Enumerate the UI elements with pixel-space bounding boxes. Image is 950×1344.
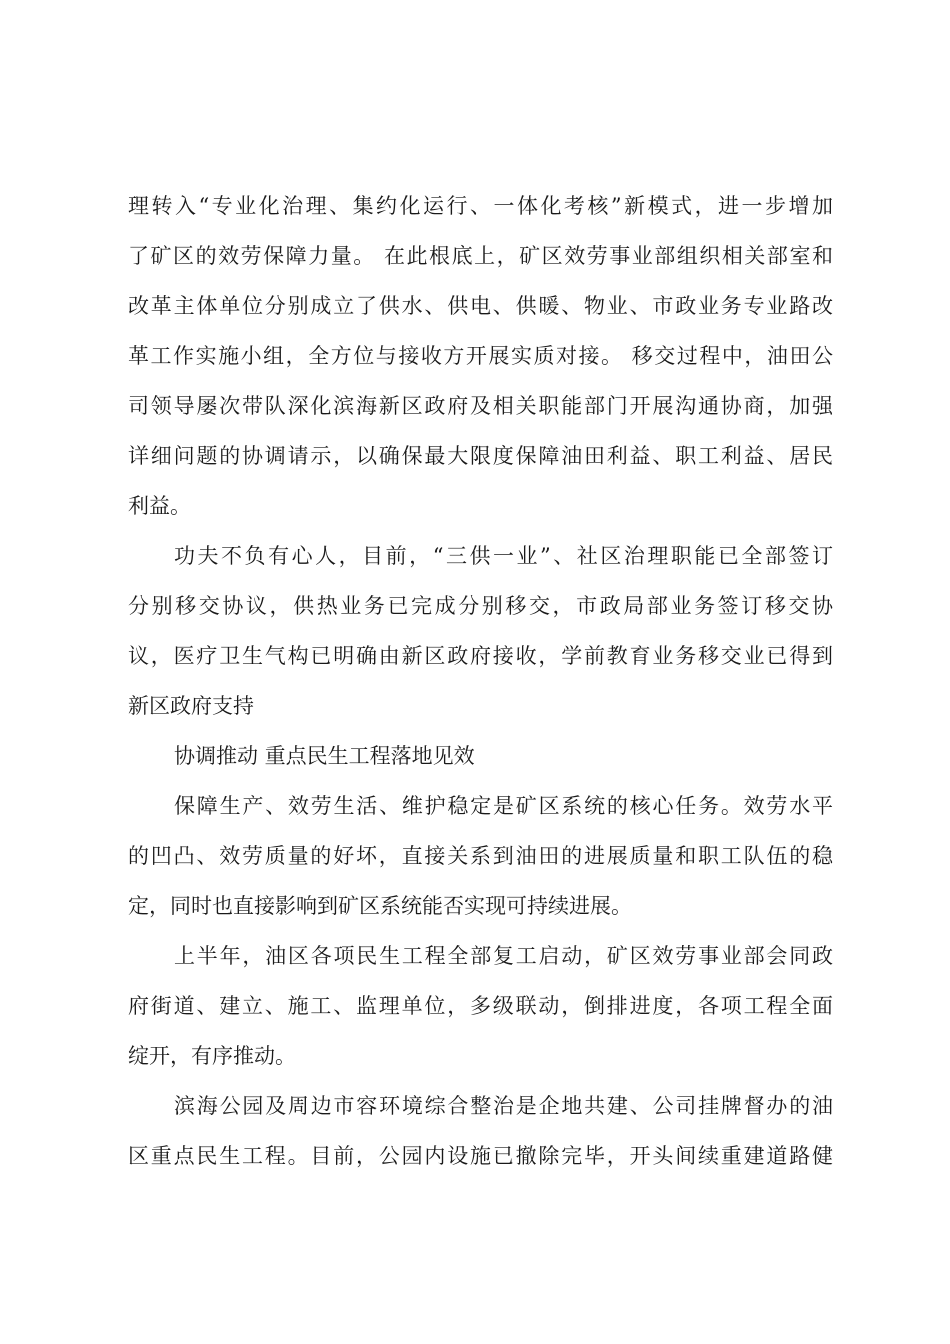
- paragraph-first-line: 滨海公园及周边市容环境综合整治是企地共建、公司挂牌督办的油: [174, 1094, 833, 1118]
- text-line: 了矿区的效劳保障力量。 在此根底上，矿区效劳事业部组织相关部室和: [128, 244, 833, 268]
- text-line: 绽开，有序推动。: [128, 1044, 296, 1068]
- text-line: 详细问题的协调请示，以确保最大限度保障油田利益、职工利益、居民: [128, 444, 833, 468]
- section-heading: 协调推动 重点民生工程落地见效: [174, 744, 475, 768]
- text-line: 的凹凸、效劳质量的好坏，直接关系到油田的进展质量和职工队伍的稳: [128, 844, 833, 868]
- text-line: 区重点民生工程。目前，公园内设施已撤除完毕，开头间续重建道路健: [128, 1144, 833, 1168]
- paragraph-first-line: 功夫不负有心人，目前，“三供一业”、社区治理职能已全部签订: [174, 544, 833, 568]
- paragraph-first-line: 保障生产、效劳生活、维护稳定是矿区系统的核心任务。效劳水平: [174, 794, 833, 818]
- text-line: 议，医疗卫生气构已明确由新区政府接收，学前教育业务移交业已得到: [128, 644, 833, 668]
- text-line: 定，同时也直接影响到矿区系统能否实现可持续进展。: [128, 894, 632, 918]
- text-line: 改革主体单位分别成立了供水、供电、供暖、物业、市政业务专业路改: [128, 294, 833, 318]
- text-line: 新区政府支持: [128, 694, 254, 718]
- text-line: 革工作实施小组，全方位与接收方开展实质对接。 移交过程中，油田公: [128, 344, 833, 368]
- text-line: 府街道、建立、施工、监理单位，多级联动，倒排进度，各项工程全面: [128, 994, 833, 1018]
- text-line: 理转入“专业化治理、集约化运行、一体化考核”新模式，进一步增加: [128, 194, 833, 218]
- text-line: 分别移交协议，供热业务已完成分别移交，市政局部业务签订移交协: [128, 594, 833, 618]
- text-line: 司领导屡次带队深化滨海新区政府及相关职能部门开展沟通协商，加强: [128, 394, 833, 418]
- paragraph-first-line: 上半年，油区各项民生工程全部复工启动，矿区效劳事业部会同政: [174, 944, 833, 968]
- text-line: 利益。: [128, 494, 191, 518]
